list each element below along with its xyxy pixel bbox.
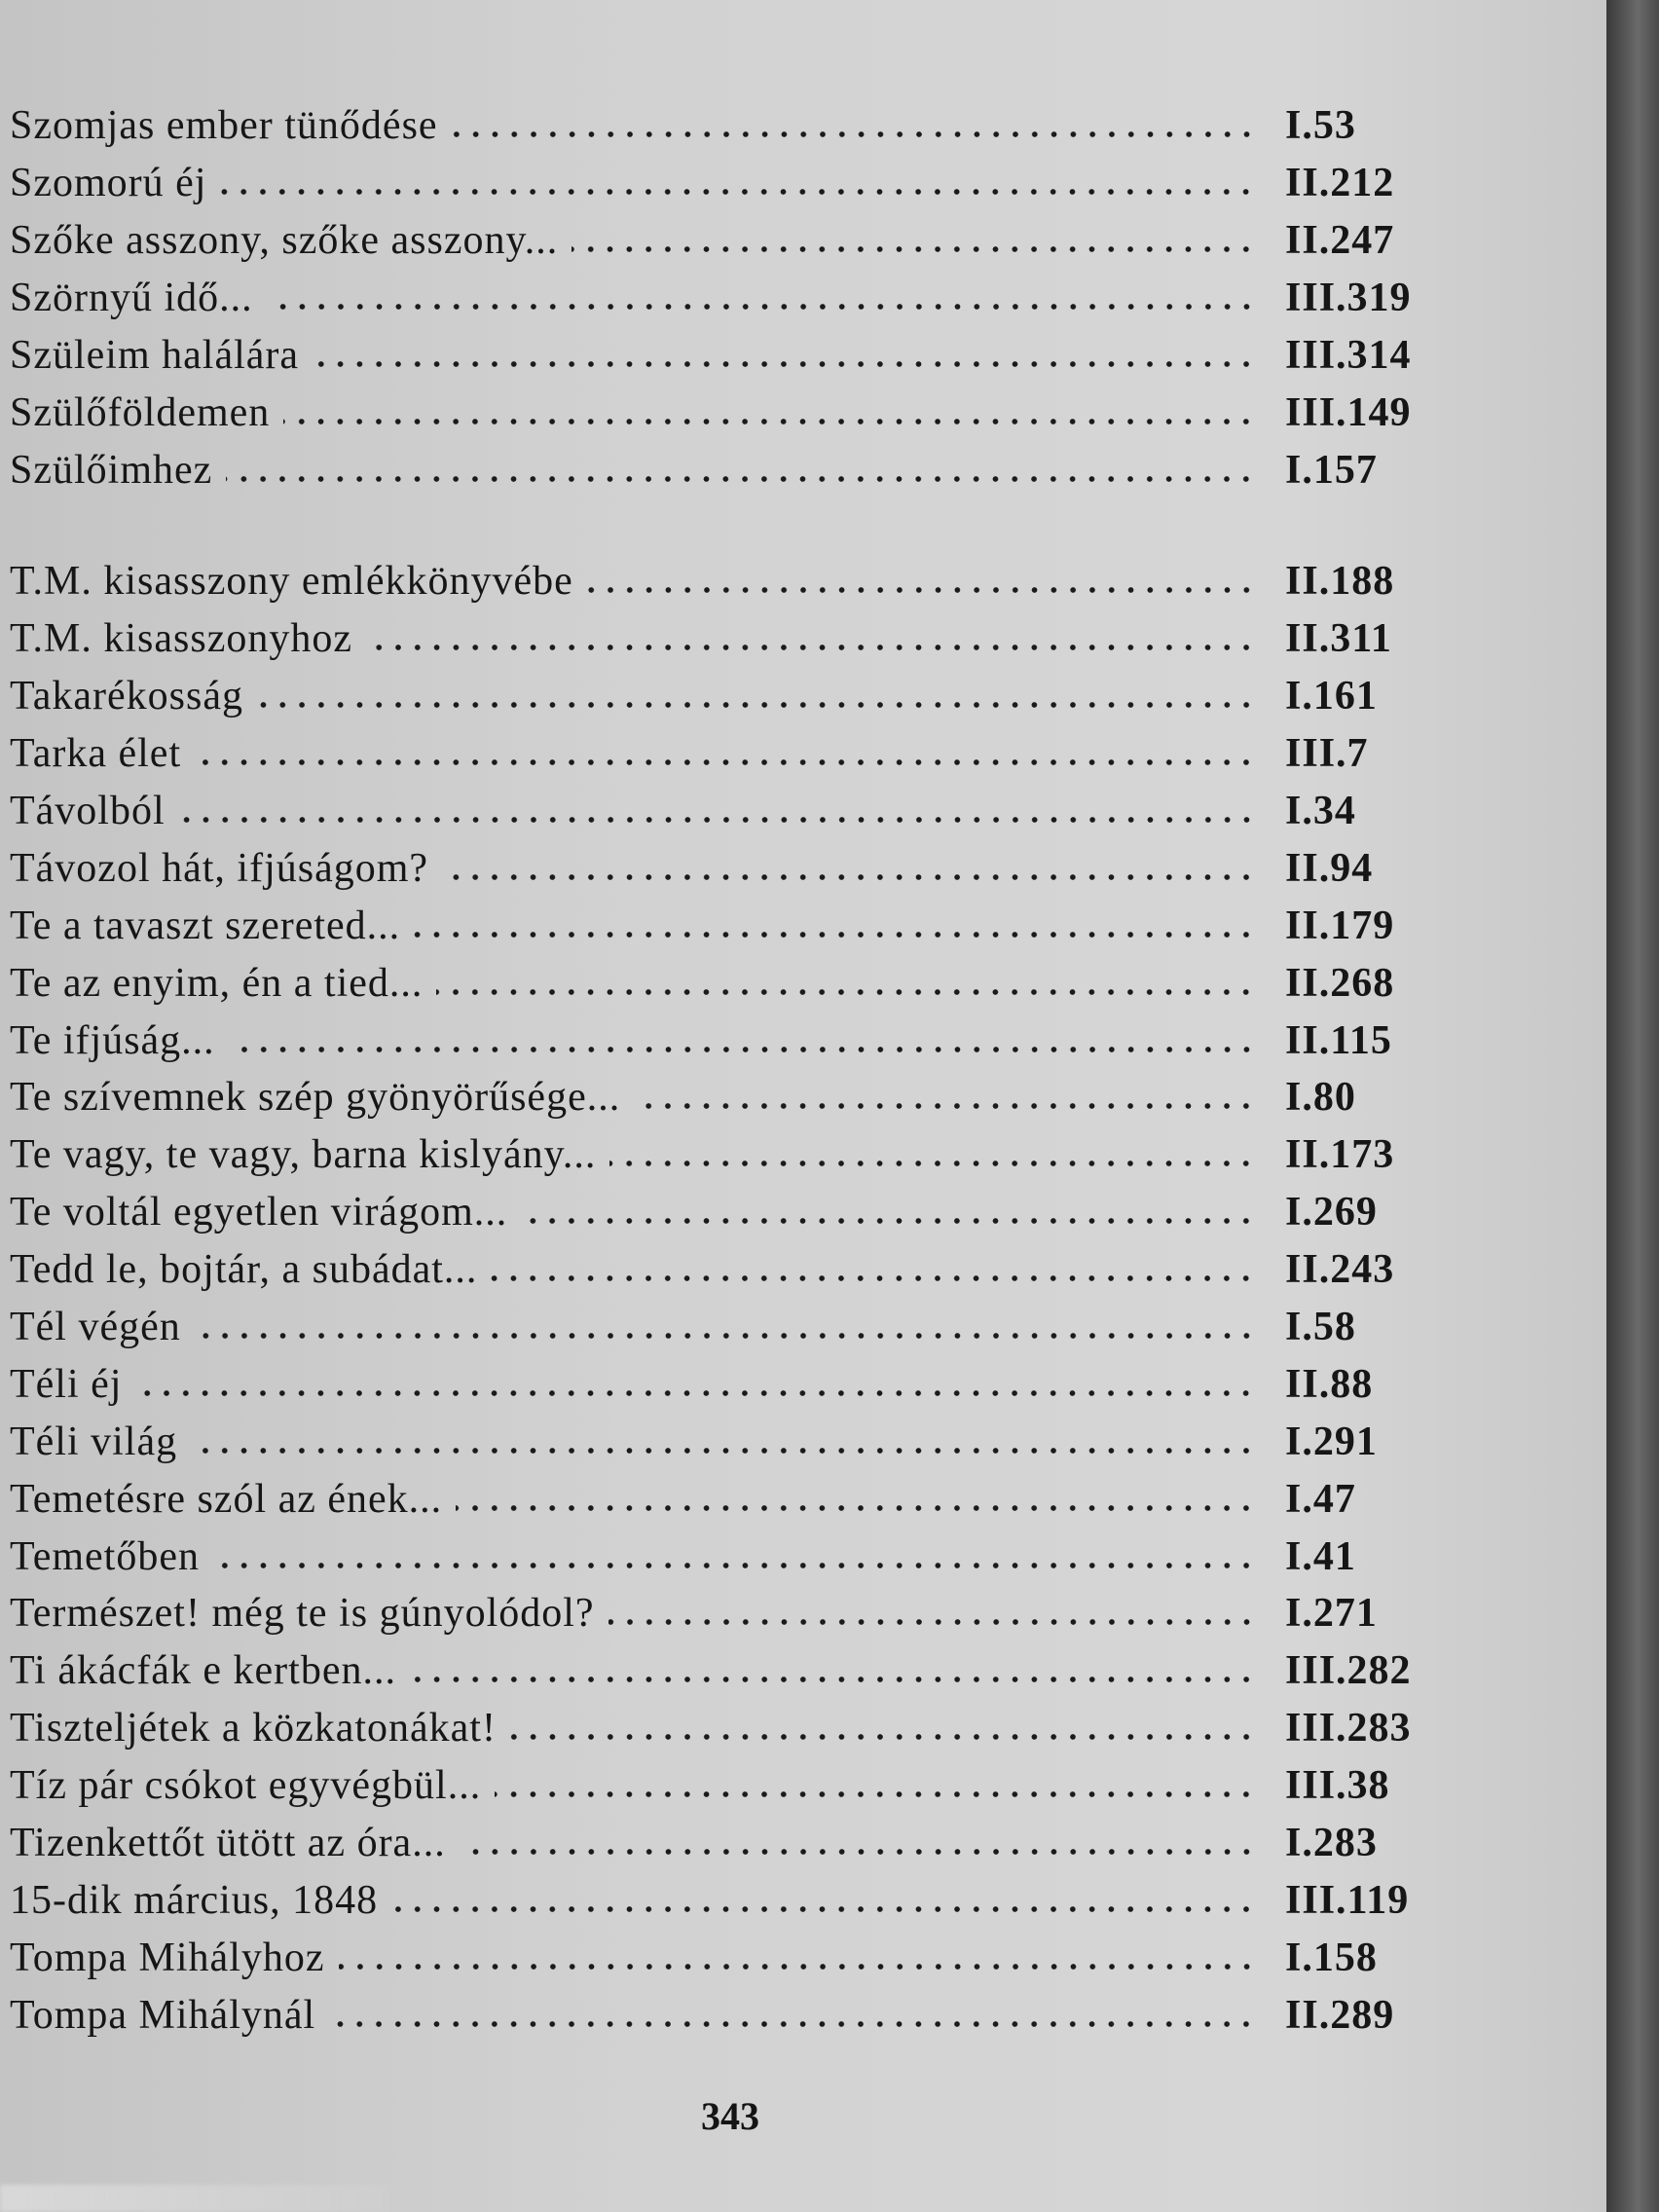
entry-page-ref: II.173 [1285, 1132, 1395, 1178]
index-entry [10, 1585, 1451, 1642]
entry-page-ref: I.34 [1285, 789, 1356, 833]
entry-page-ref: II.115 [1285, 1017, 1392, 1063]
index-entry [10, 1815, 1451, 1872]
dot-leader [135, 1388, 1256, 1398]
entry-page-ref: II.94 [1285, 845, 1374, 891]
entry-title: Tél végén [10, 1305, 181, 1350]
entry-title: Téli éj [10, 1361, 123, 1407]
dot-leader [391, 1904, 1256, 1914]
dot-leader [229, 1045, 1256, 1054]
book-spine-edge [1606, 0, 1659, 2212]
dot-leader [495, 1789, 1256, 1799]
entry-page-ref: I.269 [1285, 1190, 1378, 1235]
dot-leader [195, 1331, 1256, 1341]
dot-leader [195, 757, 1256, 767]
entry-page-ref: III.314 [1285, 333, 1412, 378]
entry-page-ref: I.53 [1285, 103, 1356, 149]
dot-leader [510, 1732, 1256, 1742]
index-entry [10, 441, 1451, 498]
index-entry [10, 610, 1451, 668]
dot-leader [213, 1561, 1256, 1570]
index-entry [10, 1241, 1451, 1299]
index-entry [10, 954, 1451, 1012]
dot-leader [410, 1675, 1256, 1684]
entry-title: Természet! még te is gúnyolódol? [10, 1591, 595, 1637]
index-section-t [10, 553, 1451, 2044]
dot-leader [179, 815, 1256, 825]
dot-leader [521, 1216, 1256, 1226]
entry-title: Takarékosság [10, 674, 243, 719]
entry-page-ref: III.149 [1285, 389, 1412, 435]
dot-leader [436, 987, 1256, 997]
index-entry [10, 1069, 1451, 1126]
entry-title: Szomorú éj [10, 161, 207, 206]
index-entry [10, 553, 1451, 610]
entry-title: Tarka élet [10, 731, 182, 777]
dot-leader [366, 643, 1256, 652]
entry-title: Szomjas ember tünődése [10, 103, 438, 149]
entry-page-ref: II.243 [1285, 1247, 1395, 1293]
entry-page-ref: I.283 [1285, 1821, 1378, 1866]
entry-title: 15-dik március, 1848 [10, 1877, 379, 1923]
entry-title: Szülőföldemen [10, 389, 271, 435]
dot-leader [571, 244, 1256, 254]
entry-title: Szőke asszony, szőke asszony... [10, 218, 559, 264]
index-entry [10, 155, 1451, 212]
entry-page-ref: III.282 [1285, 1648, 1412, 1694]
dot-leader [442, 872, 1256, 882]
entry-title: Temetőben [10, 1533, 200, 1579]
index-entry [10, 327, 1451, 385]
index-entry [10, 1413, 1451, 1470]
dot-leader [491, 1273, 1256, 1283]
entry-title: Te ifjúság... [10, 1017, 215, 1063]
dot-leader [608, 1617, 1256, 1627]
entry-page-ref: III.119 [1285, 1877, 1410, 1923]
index-entry [10, 1470, 1451, 1528]
entry-title: Téli világ [10, 1419, 178, 1464]
entry-page-ref: I.80 [1285, 1075, 1356, 1121]
entry-title: Te voltál egyetlen virágom... [10, 1190, 508, 1235]
entry-page-ref: I.47 [1285, 1476, 1356, 1522]
dot-leader [313, 359, 1256, 369]
entry-page-ref: II.212 [1285, 161, 1395, 206]
entry-title: Tíz pár csókot egyvégbül... [10, 1763, 482, 1809]
entry-title: Te vagy, te vagy, barna kislyány... [10, 1132, 597, 1178]
dot-leader [257, 700, 1256, 710]
entry-page-ref: I.271 [1285, 1591, 1378, 1637]
dot-leader [220, 187, 1256, 197]
entry-page-ref: I.158 [1285, 1935, 1378, 1980]
index-section-sz [10, 97, 1451, 498]
entry-title: Szüleim halálára [10, 333, 300, 378]
dot-leader [609, 1159, 1256, 1168]
entry-page-ref: I.291 [1285, 1419, 1378, 1464]
index-entry [10, 783, 1451, 840]
entry-title: Távolból [10, 789, 166, 833]
entry-title: Távozol hát, ifjúságom? [10, 845, 429, 891]
entry-title: Te szívemnek szép gyönyörűsége... [10, 1075, 621, 1121]
entry-page-ref: I.161 [1285, 674, 1378, 719]
entry-page-ref: II.88 [1285, 1361, 1374, 1407]
index-entry [10, 897, 1451, 954]
index-entry [10, 725, 1451, 783]
watermark-strip [0, 2185, 389, 2212]
index-entry [10, 1986, 1451, 2044]
entry-title: Temetésre szól az ének... [10, 1476, 443, 1522]
index-entry [10, 1126, 1451, 1184]
entry-page-ref: II.179 [1285, 903, 1395, 948]
index-entry [10, 1757, 1451, 1815]
index-entry [10, 839, 1451, 897]
entry-page-ref: I.58 [1285, 1305, 1356, 1350]
entry-page-ref: III.319 [1285, 276, 1412, 321]
entry-title: Tompa Mihálynál [10, 1992, 316, 2038]
index-entry [10, 1528, 1451, 1585]
index-entry [10, 212, 1451, 270]
entry-title: Tedd le, bojtár, a subádat... [10, 1247, 478, 1293]
index-entry [10, 1012, 1451, 1069]
index-entry [10, 668, 1451, 725]
dot-leader [587, 585, 1256, 595]
index-entry [10, 1642, 1451, 1700]
entry-title: Szörnyű idő... [10, 276, 253, 321]
index-entry [10, 384, 1451, 441]
dot-leader [634, 1101, 1256, 1111]
entry-page-ref: II.311 [1285, 616, 1392, 662]
entry-page-ref: I.41 [1285, 1533, 1356, 1579]
entry-page-ref: II.188 [1285, 559, 1395, 605]
dot-leader [191, 1446, 1256, 1456]
dot-leader [414, 930, 1256, 940]
entry-title: Te az enyim, én a tied... [10, 960, 424, 1006]
dot-leader [329, 2019, 1256, 2029]
entry-title: Tizenkettőt ütött az óra... [10, 1821, 446, 1866]
index-entry [10, 1929, 1451, 1986]
entry-page-ref: II.247 [1285, 218, 1395, 264]
entry-title: T.M. kisasszony emlékkönyvébe [10, 559, 573, 605]
index-entry [10, 1700, 1451, 1757]
entry-title: T.M. kisasszonyhoz [10, 616, 353, 662]
index-entry [10, 1871, 1451, 1929]
entry-page-ref: III.38 [1285, 1763, 1390, 1809]
page-number: 343 [701, 2094, 759, 2138]
dot-leader [339, 1962, 1257, 1972]
dot-leader [456, 1503, 1256, 1513]
entry-title: Tiszteljétek a közkatonákat! [10, 1706, 497, 1751]
index-entry [10, 1184, 1451, 1241]
entry-page-ref: II.289 [1285, 1992, 1395, 2038]
index-entry [10, 1299, 1451, 1356]
entry-page-ref: I.157 [1285, 447, 1378, 493]
dot-leader [226, 474, 1256, 484]
entry-page-ref: III.7 [1285, 731, 1369, 777]
entry-page-ref: II.268 [1285, 960, 1395, 1006]
index-entry [10, 1355, 1451, 1413]
dot-leader [283, 417, 1256, 426]
entry-title: Ti ákácfák e kertben... [10, 1648, 396, 1694]
index-entry [10, 97, 1451, 155]
dot-leader [460, 1847, 1256, 1857]
entry-title: Te a tavaszt szereted... [10, 903, 401, 948]
entry-title: Tompa Mihályhoz [10, 1935, 325, 1980]
dot-leader [267, 302, 1256, 312]
entry-title: Szülőimhez [10, 447, 213, 493]
dot-leader [452, 129, 1256, 139]
index-entry [10, 270, 1451, 327]
entry-page-ref: III.283 [1285, 1706, 1412, 1751]
